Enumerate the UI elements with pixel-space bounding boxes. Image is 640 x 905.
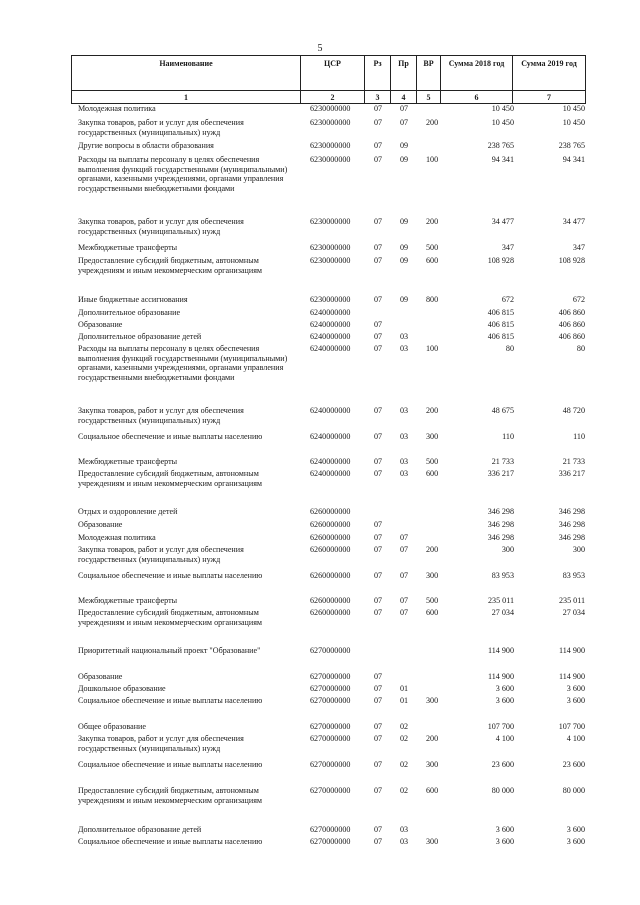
row-name: Образование — [78, 672, 123, 681]
row-sum-2018: 3 600 — [495, 825, 514, 834]
row-sum-2019: 80 — [576, 344, 585, 353]
header-num-3: 3 — [365, 91, 391, 104]
row-rz: 07 — [374, 545, 383, 554]
row-rz: 07 — [374, 320, 383, 329]
row-sum-2018: 107 700 — [487, 722, 514, 731]
row-rz: 07 — [374, 457, 383, 466]
row-sum-2019: 347 — [572, 243, 585, 252]
header-sum-2018: Сумма 2018 год — [441, 56, 513, 91]
row-pr: 02 — [400, 722, 409, 731]
row-sum-2019: 406 860 — [558, 332, 585, 341]
row-csr: 6260000000 — [310, 533, 351, 542]
row-sum-2018: 114 900 — [487, 672, 514, 681]
row-sum-2018: 21 733 — [491, 457, 514, 466]
row-name: Закупка товаров, работ и услуг для обеспечения государственных (муниципальных) нужд — [78, 545, 244, 564]
header-num-7: 7 — [513, 91, 586, 104]
row-csr: 6260000000 — [310, 608, 351, 617]
row-pr: 02 — [400, 760, 409, 769]
row-name: Молодежная политика — [78, 104, 156, 113]
row-sum-2019: 672 — [572, 295, 585, 304]
row-sum-2018: 10 450 — [491, 118, 514, 127]
row-sum-2019: 346 298 — [558, 520, 585, 529]
row-sum-2018: 3 600 — [495, 696, 514, 705]
row-sum-2019: 23 600 — [562, 760, 585, 769]
row-sum-2019: 80 000 — [562, 786, 585, 795]
row-sum-2019: 3 600 — [566, 825, 585, 834]
row-pr: 07 — [400, 545, 409, 554]
row-pr: 09 — [400, 217, 409, 226]
row-csr: 6230000000 — [310, 104, 351, 113]
row-csr: 6240000000 — [310, 457, 351, 466]
header-name: Наименование — [72, 56, 301, 91]
row-name: Молодежная политика — [78, 533, 156, 542]
row-sum-2018: 80 000 — [491, 786, 514, 795]
row-sum-2019: 48 720 — [562, 406, 585, 415]
row-name: Дополнительное образование — [78, 308, 181, 317]
row-sum-2019: 114 900 — [558, 672, 585, 681]
row-csr: 6240000000 — [310, 432, 351, 441]
row-name: Социальное обеспечение и иные выплаты населению — [78, 571, 263, 580]
row-sum-2019: 10 450 — [562, 118, 585, 127]
row-csr: 6270000000 — [310, 837, 351, 846]
row-vr: 200 — [426, 118, 439, 127]
row-csr: 6270000000 — [310, 734, 351, 743]
header-num-1: 1 — [72, 91, 301, 104]
header-rz: Рз — [365, 56, 391, 91]
row-sum-2018: 4 100 — [495, 734, 514, 743]
row-name: Предоставление субсидий бюджетным, автономным учреждениям и иным некоммерческим организациям — [78, 786, 263, 805]
row-sum-2018: 336 217 — [487, 469, 514, 478]
row-rz: 07 — [374, 825, 383, 834]
row-sum-2019: 110 — [573, 432, 585, 441]
row-sum-2019: 346 298 — [558, 533, 585, 542]
row-sum-2018: 672 — [501, 295, 514, 304]
row-csr: 6270000000 — [310, 722, 351, 731]
row-sum-2018: 406 815 — [487, 308, 514, 317]
row-sum-2018: 94 341 — [491, 155, 514, 164]
row-rz: 07 — [374, 344, 383, 353]
row-sum-2018: 108 928 — [487, 256, 514, 265]
row-sum-2018: 27 034 — [491, 608, 514, 617]
row-rz: 07 — [374, 684, 383, 693]
header-csr: ЦСР — [301, 56, 365, 91]
row-csr: 6260000000 — [310, 596, 351, 605]
row-rz: 07 — [374, 520, 383, 529]
row-csr: 6240000000 — [310, 469, 351, 478]
row-csr: 6230000000 — [310, 243, 351, 252]
row-csr: 6260000000 — [310, 507, 351, 516]
row-sum-2018: 235 011 — [487, 596, 514, 605]
row-sum-2019: 83 953 — [562, 571, 585, 580]
row-csr: 6240000000 — [310, 406, 351, 415]
row-pr: 03 — [400, 406, 409, 415]
row-vr: 500 — [426, 243, 439, 252]
row-sum-2018: 10 450 — [491, 104, 514, 113]
row-pr: 02 — [400, 734, 409, 743]
header-num-6: 6 — [441, 91, 513, 104]
row-name: Закупка товаров, работ и услуг для обеспечения государственных (муниципальных) нужд — [78, 118, 244, 137]
row-vr: 600 — [426, 469, 439, 478]
row-pr: 03 — [400, 837, 409, 846]
row-pr: 07 — [400, 596, 409, 605]
row-sum-2019: 3 600 — [566, 837, 585, 846]
row-sum-2019: 108 928 — [558, 256, 585, 265]
row-sum-2019: 34 477 — [562, 217, 585, 226]
row-sum-2018: 406 815 — [487, 332, 514, 341]
row-rz: 07 — [374, 217, 383, 226]
row-csr: 6240000000 — [310, 308, 351, 317]
row-vr: 800 — [426, 295, 439, 304]
row-pr: 07 — [400, 533, 409, 542]
row-csr: 6230000000 — [310, 141, 351, 150]
row-rz: 07 — [374, 155, 383, 164]
row-vr: 600 — [426, 786, 439, 795]
row-sum-2018: 347 — [501, 243, 514, 252]
row-pr: 03 — [400, 457, 409, 466]
header-pr: Пр — [391, 56, 417, 91]
row-name: Межбюджетные трансферты — [78, 457, 178, 466]
row-pr: 01 — [400, 684, 409, 693]
row-name: Социальное обеспечение и иные выплаты населению — [78, 760, 263, 769]
row-csr: 6270000000 — [310, 646, 351, 655]
row-name: Расходы на выплаты персоналу в целях обеспечения выполнения функций государственными (муниципальными) органами, казенными учреждениями, органами управления государственными внебюджетными фондами — [78, 155, 288, 193]
row-pr: 03 — [400, 332, 409, 341]
row-sum-2019: 406 860 — [558, 308, 585, 317]
row-csr: 6270000000 — [310, 696, 351, 705]
row-name: Иные бюджетные ассигнования — [78, 295, 188, 304]
row-csr: 6270000000 — [310, 786, 351, 795]
row-pr: 01 — [400, 696, 409, 705]
row-name: Другие вопросы в области образования — [78, 141, 214, 150]
row-csr: 6240000000 — [310, 332, 351, 341]
row-pr: 09 — [400, 256, 409, 265]
row-rz: 07 — [374, 696, 383, 705]
row-pr: 07 — [400, 118, 409, 127]
row-vr: 600 — [426, 608, 439, 617]
row-csr: 6270000000 — [310, 684, 351, 693]
row-sum-2018: 3 600 — [495, 837, 514, 846]
row-pr: 09 — [400, 141, 409, 150]
page-number: 5 — [317, 43, 323, 54]
row-name: Закупка товаров, работ и услуг для обеспечения государственных (муниципальных) нужд — [78, 406, 244, 425]
row-rz: 07 — [374, 786, 383, 795]
row-sum-2018: 238 765 — [487, 141, 514, 150]
row-vr: 100 — [426, 344, 439, 353]
row-sum-2019: 336 217 — [558, 469, 585, 478]
row-sum-2018: 23 600 — [491, 760, 514, 769]
row-name: Социальное обеспечение и иные выплаты населению — [78, 837, 263, 846]
row-vr: 200 — [426, 734, 439, 743]
row-rz: 07 — [374, 837, 383, 846]
row-sum-2018: 346 298 — [487, 507, 514, 516]
row-csr: 6240000000 — [310, 320, 351, 329]
header-num-5: 5 — [417, 91, 441, 104]
row-sum-2019: 114 900 — [558, 646, 585, 655]
row-name: Межбюджетные трансферты — [78, 596, 178, 605]
row-sum-2019: 21 733 — [562, 457, 585, 466]
row-vr: 600 — [426, 256, 439, 265]
row-vr: 500 — [426, 457, 439, 466]
row-rz: 07 — [374, 533, 383, 542]
row-name: Социальное обеспечение и иные выплаты населению — [78, 696, 263, 705]
row-csr: 6230000000 — [310, 118, 351, 127]
row-csr: 6230000000 — [310, 217, 351, 226]
row-vr: 200 — [426, 406, 439, 415]
row-rz: 07 — [374, 571, 383, 580]
row-name: Расходы на выплаты персоналу в целях обеспечения выполнения функций государственными (муниципальными) органами, казенными учреждениями, органами управления государственными внебюджетными фондами — [78, 344, 288, 382]
row-csr: 6260000000 — [310, 520, 351, 529]
row-pr: 03 — [400, 432, 409, 441]
row-rz: 07 — [374, 141, 383, 150]
row-name: Межбюджетные трансферты — [78, 243, 178, 252]
row-csr: 6240000000 — [310, 344, 351, 353]
header-vr: ВР — [417, 56, 441, 91]
row-name: Приоритетный национальный проект "Образование" — [78, 646, 261, 655]
row-name: Отдых и оздоровление детей — [78, 507, 178, 516]
row-pr: 09 — [400, 295, 409, 304]
row-sum-2018: 346 298 — [487, 520, 514, 529]
row-vr: 200 — [426, 545, 439, 554]
row-sum-2018: 406 815 — [487, 320, 514, 329]
row-sum-2018: 48 675 — [491, 406, 514, 415]
row-name: Образование — [78, 520, 123, 529]
row-sum-2019: 27 034 — [562, 608, 585, 617]
row-name: Образование — [78, 320, 123, 329]
row-pr: 03 — [400, 825, 409, 834]
row-sum-2018: 346 298 — [487, 533, 514, 542]
row-sum-2018: 83 953 — [491, 571, 514, 580]
header-sum-2019: Сумма 2019 год — [513, 56, 586, 91]
row-csr: 6270000000 — [310, 825, 351, 834]
row-name: Дошкольное образование — [78, 684, 166, 693]
row-vr: 500 — [426, 596, 439, 605]
row-pr: 09 — [400, 243, 409, 252]
row-name: Общее образование — [78, 722, 146, 731]
row-name: Предоставление субсидий бюджетным, автономным учреждениям и иным некоммерческим организациям — [78, 608, 263, 627]
row-name: Дополнительное образование детей — [78, 825, 202, 834]
row-sum-2019: 10 450 — [562, 104, 585, 113]
row-pr: 02 — [400, 786, 409, 795]
row-sum-2019: 3 600 — [566, 684, 585, 693]
row-sum-2018: 80 — [505, 344, 514, 353]
row-rz: 07 — [374, 256, 383, 265]
row-pr: 09 — [400, 155, 409, 164]
row-sum-2019: 107 700 — [558, 722, 585, 731]
row-vr: 300 — [426, 432, 439, 441]
row-sum-2018: 3 600 — [495, 684, 514, 693]
row-name: Предоставление субсидий бюджетным, автономным учреждениям и иным некоммерческим организациям — [78, 256, 263, 275]
header-num-2: 2 — [301, 91, 365, 104]
row-rz: 07 — [374, 295, 383, 304]
row-csr: 6260000000 — [310, 545, 351, 554]
row-rz: 07 — [374, 760, 383, 769]
row-sum-2019: 406 860 — [558, 320, 585, 329]
row-rz: 07 — [374, 469, 383, 478]
row-vr: 300 — [426, 571, 439, 580]
row-vr: 300 — [426, 696, 439, 705]
row-csr: 6230000000 — [310, 256, 351, 265]
row-rz: 07 — [374, 734, 383, 743]
header-num-4: 4 — [391, 91, 417, 104]
row-sum-2018: 114 900 — [487, 646, 514, 655]
row-pr: 03 — [400, 469, 409, 478]
row-pr: 03 — [400, 344, 409, 353]
row-rz: 07 — [374, 608, 383, 617]
row-sum-2019: 3 600 — [566, 696, 585, 705]
row-rz: 07 — [374, 596, 383, 605]
row-vr: 200 — [426, 217, 439, 226]
row-sum-2019: 238 765 — [558, 141, 585, 150]
row-csr: 6230000000 — [310, 295, 351, 304]
row-rz: 07 — [374, 406, 383, 415]
row-csr: 6270000000 — [310, 672, 351, 681]
row-csr: 6270000000 — [310, 760, 351, 769]
row-sum-2019: 300 — [572, 545, 585, 554]
row-vr: 300 — [426, 837, 439, 846]
row-name: Социальное обеспечение и иные выплаты населению — [78, 432, 263, 441]
row-pr: 07 — [400, 608, 409, 617]
row-sum-2018: 110 — [502, 432, 514, 441]
row-rz: 07 — [374, 432, 383, 441]
row-sum-2018: 300 — [501, 545, 514, 554]
row-sum-2019: 235 011 — [558, 596, 585, 605]
row-name: Предоставление субсидий бюджетным, автономным учреждениям и иным некоммерческим организациям — [78, 469, 263, 488]
row-pr: 07 — [400, 571, 409, 580]
row-sum-2019: 4 100 — [566, 734, 585, 743]
row-name: Закупка товаров, работ и услуг для обеспечения государственных (муниципальных) нужд — [78, 734, 244, 753]
row-sum-2019: 346 298 — [558, 507, 585, 516]
row-sum-2018: 34 477 — [491, 217, 514, 226]
row-pr: 07 — [400, 104, 409, 113]
row-sum-2019: 94 341 — [562, 155, 585, 164]
row-rz: 07 — [374, 672, 383, 681]
row-name: Закупка товаров, работ и услуг для обеспечения государственных (муниципальных) нужд — [78, 217, 244, 236]
row-csr: 6230000000 — [310, 155, 351, 164]
table-header — [71, 55, 586, 104]
row-rz: 07 — [374, 243, 383, 252]
row-csr: 6260000000 — [310, 571, 351, 580]
row-name: Дополнительное образование детей — [78, 332, 202, 341]
row-rz: 07 — [374, 332, 383, 341]
row-rz: 07 — [374, 104, 383, 113]
row-rz: 07 — [374, 722, 383, 731]
row-vr: 300 — [426, 760, 439, 769]
row-vr: 100 — [426, 155, 439, 164]
row-rz: 07 — [374, 118, 383, 127]
